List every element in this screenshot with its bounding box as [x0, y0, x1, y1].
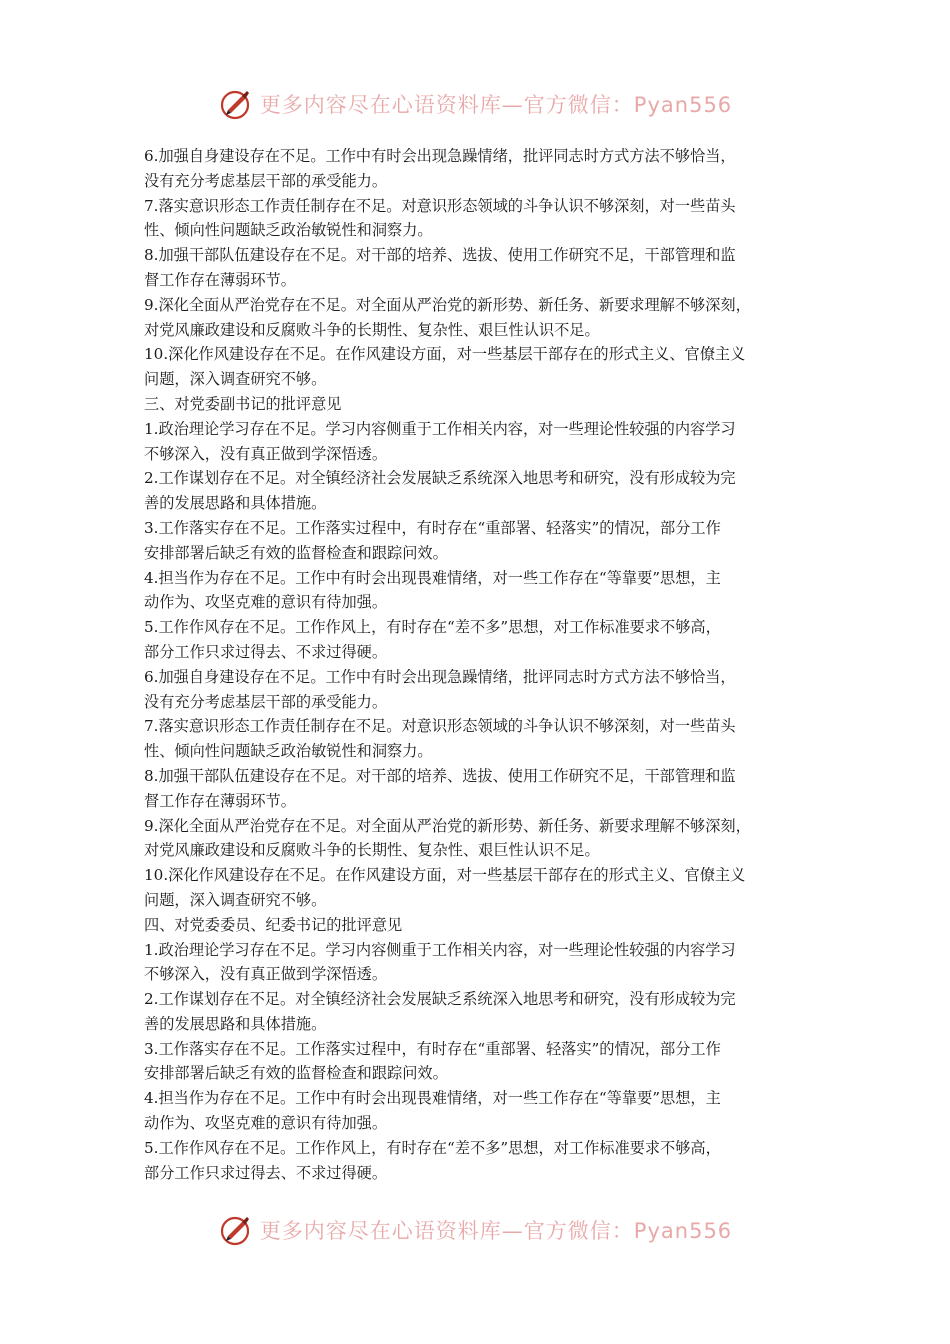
text-line: 动作为、攻坚克难的意识有待加强。	[144, 1114, 387, 1133]
pen-seal-icon	[218, 1212, 254, 1248]
text-line: 10.深化作风建设存在不足。在作风建设方面，对一些基层干部存在的形式主义、官僚主义	[144, 345, 746, 364]
pen-seal-icon	[218, 86, 254, 122]
text-line: 10.深化作风建设存在不足。在作风建设方面，对一些基层干部存在的形式主义、官僚主义	[144, 866, 746, 885]
text-line: 部分工作只求过得去、不求过得硬。	[144, 642, 387, 661]
text-line: 善的发展思路和具体措施。	[144, 494, 327, 513]
text-line: 对党风廉政建设和反腐败斗争的长期性、复杂性、艰巨性认识不足。	[144, 841, 600, 860]
text-line: 7.落实意识形态工作责任制存在不足。对意识形态领域的斗争认识不够深刻，对一些苗头	[144, 196, 736, 215]
text-line: 善的发展思路和具体措施。	[144, 1014, 327, 1033]
text-line: 安排部署后缺乏有效的监督检查和跟踪问效。	[144, 543, 448, 562]
text-line: 没有充分考虑基层干部的承受能力。	[144, 171, 387, 190]
text-line: 9.深化全面从严治党存在不足。对全面从严治党的新形势、新任务、新要求理解不够深刻，	[144, 295, 751, 314]
text-line: 6.加强自身建设存在不足。工作中有时会出现急躁情绪，批评同志时方式方法不够恰当，	[144, 147, 736, 165]
text-line: 性、倾向性问题缺乏政治敏锐性和洞察力。	[144, 221, 433, 240]
text-line: 4.担当作为存在不足。工作中有时会出现畏难情绪，对一些工作存在“等靠要”思想，主	[144, 568, 721, 587]
header-watermark-text: 更多内容尽在心语资料库—官方微信：Pyan556	[259, 93, 733, 117]
text-line: 6.加强自身建设存在不足。工作中有时会出现急躁情绪，批评同志时方式方法不够恰当，	[144, 667, 736, 686]
text-line: 3.工作落实存在不足。工作落实过程中，有时存在“重部署、轻落实”的情况，部分工作	[144, 518, 721, 537]
text-line: 督工作存在薄弱环节。	[144, 270, 296, 289]
footer-watermark	[0, 1210, 950, 1250]
text-line: 四、对党委委员、纪委书记的批评意见	[144, 915, 403, 934]
text-line: 安排部署后缺乏有效的监督检查和跟踪问效。	[144, 1064, 448, 1083]
header-watermark	[0, 84, 950, 124]
text-line: 没有充分考虑基层干部的承受能力。	[144, 692, 387, 711]
text-line: 5.工作作风存在不足。工作作风上，有时存在“差不多”思想，对工作标准要求不够高，	[144, 618, 721, 637]
text-line: 1.政治理论学习存在不足。学习内容侧重于工作相关内容，对一些理论性较强的内容学习	[144, 940, 736, 959]
text-line: 不够深入，没有真正做到学深悟透。	[144, 444, 387, 463]
text-line: 8.加强干部队伍建设存在不足。对干部的培养、选拔、使用工作研究不足，干部管理和监	[144, 766, 736, 785]
text-line: 8.加强干部队伍建设存在不足。对干部的培养、选拔、使用工作研究不足，干部管理和监	[144, 246, 736, 265]
text-line: 1.政治理论学习存在不足。学习内容侧重于工作相关内容，对一些理论性较强的内容学习	[144, 419, 736, 438]
text-line: 性、倾向性问题缺乏政治敏锐性和洞察力。	[144, 742, 433, 761]
text-line: 7.落实意识形态工作责任制存在不足。对意识形态领域的斗争认识不够深刻，对一些苗头	[144, 717, 736, 736]
text-line: 问题，深入调查研究不够。	[144, 370, 327, 389]
text-line: 问题，深入调查研究不够。	[144, 890, 327, 909]
text-line: 督工作存在薄弱环节。	[144, 791, 296, 810]
text-line: 部分工作只求过得去、不求过得硬。	[144, 1163, 387, 1182]
document-body	[144, 144, 824, 1185]
footer-watermark-text: 更多内容尽在心语资料库—官方微信：Pyan556	[259, 1219, 733, 1243]
footer-watermark-group	[218, 1212, 732, 1248]
text-line: 动作为、攻坚克难的意识有待加强。	[144, 593, 387, 612]
text-line: 对党风廉政建设和反腐败斗争的长期性、复杂性、艰巨性认识不足。	[144, 320, 600, 339]
text-line: 2.工作谋划存在不足。对全镇经济社会发展缺乏系统深入地思考和研究，没有形成较为完	[144, 469, 736, 488]
text-line: 3.工作落实存在不足。工作落实过程中，有时存在“重部署、轻落实”的情况，部分工作	[144, 1039, 721, 1058]
header-watermark-group	[218, 86, 732, 122]
text-line: 2.工作谋划存在不足。对全镇经济社会发展缺乏系统深入地思考和研究，没有形成较为完	[144, 990, 736, 1009]
text-line: 9.深化全面从严治党存在不足。对全面从严治党的新形势、新任务、新要求理解不够深刻，	[144, 816, 751, 835]
text-line: 三、对党委副书记的批评意见	[144, 394, 342, 413]
text-line: 5.工作作风存在不足。工作作风上，有时存在“差不多”思想，对工作标准要求不够高，	[144, 1138, 721, 1157]
text-line: 4.担当作为存在不足。工作中有时会出现畏难情绪，对一些工作存在“等靠要”思想，主	[144, 1089, 721, 1108]
text-line: 不够深入，没有真正做到学深悟透。	[144, 965, 387, 984]
